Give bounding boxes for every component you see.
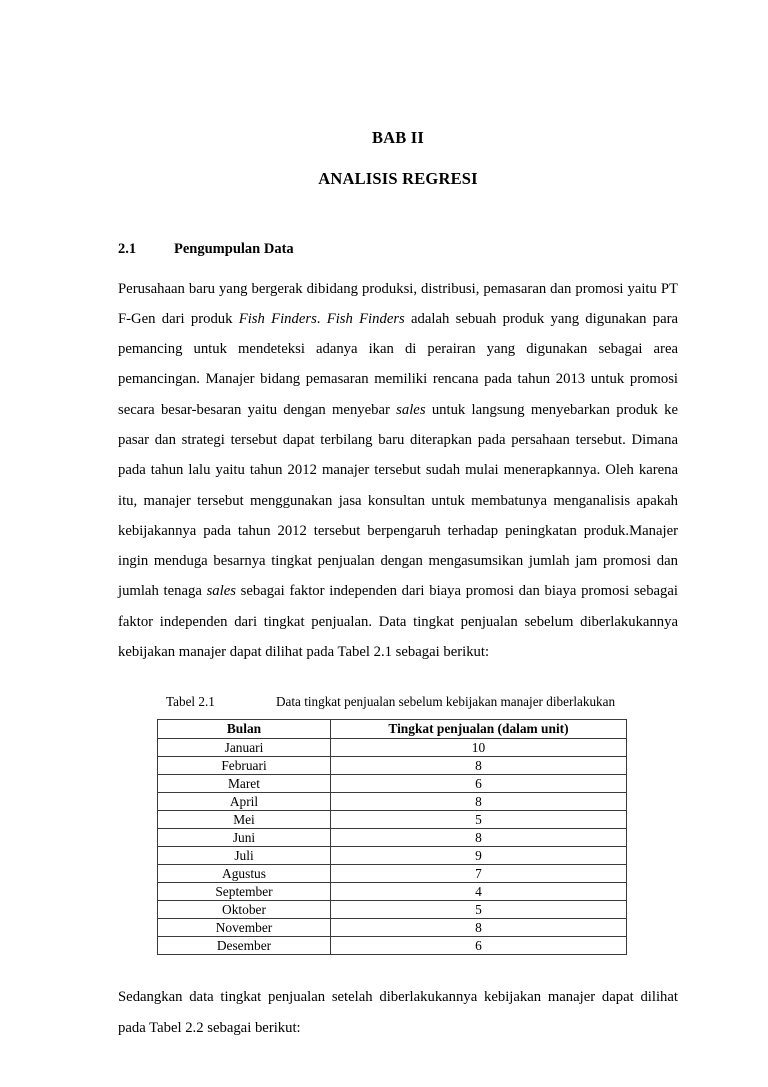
table-caption [118,667,678,710]
section-number: 2.1 [118,240,137,257]
table-row [158,919,627,937]
sales-italic-2: sales [206,583,236,600]
table-row [158,937,627,955]
page-content [118,0,678,1043]
section-heading [118,189,678,258]
table-row [158,883,627,901]
cell-value: 7 [331,865,627,883]
table-header-penjualan: Tingkat penjualan (dalam unit) [331,720,627,739]
cell-month: Juni [158,829,331,847]
table-row [158,829,627,847]
cell-value: 9 [331,847,627,865]
data-table-container [118,710,678,955]
cell-month: September [158,883,331,901]
sales-data-table [157,719,627,955]
table-row [158,793,627,811]
cell-month: Februari [158,757,331,775]
cell-value: 5 [331,811,627,829]
cell-month: November [158,919,331,937]
table-header-row [158,720,627,739]
paragraph-intro [118,258,678,668]
table-caption-text: Data tingkat penjualan sebelum kebijakan manajer diberlakukan [276,694,616,710]
table-row [158,847,627,865]
cell-month: Desember [158,937,331,955]
cell-month: Oktober [158,901,331,919]
cell-value: 8 [331,793,627,811]
cell-month: April [158,793,331,811]
paragraph-intro-part1: Perusahaan baru yang bergerak dibidang produksi, distribusi, pemasaran dan promosi yaitu PT F-Gen dari produk [118,280,678,327]
cell-value: 8 [331,919,627,937]
cell-value: 8 [331,829,627,847]
table-header-bulan: Bulan [158,720,331,739]
cell-value: 8 [331,757,627,775]
product-name-italic-1: Fish Finders [238,310,317,327]
paragraph-intro-part2: . [316,310,327,327]
table-row [158,775,627,793]
section-label: Pengumpulan Data [174,240,294,257]
table-body [158,739,627,955]
table-row [158,865,627,883]
cell-value: 6 [331,937,627,955]
cell-month: Januari [158,739,331,757]
chapter-title: BAB II [371,128,425,147]
cell-month: Juli [158,847,331,865]
sales-italic-1: sales [396,401,426,418]
paragraph-intro-part4: untuk langsung menyebarkan produk ke pasar dan strategi tersebut dapat terbilang baru diterapkan pada persahaan tersebut. Dimana pada tahun lalu yaitu tahun 2012 manajer tersebut sudah mulai menerapkannya. Oleh karena itu, manajer tersebut menggunakan jasa konsultan untuk membatunya menganalisis apakah kebijakannya pada tahun 2012 tersebut berpengaruh terhadap peningkatan produk.Manajer ingin menduga besarnya tingkat penjualan dengan mengasumsikan jumlah jam promosi dan jumlah tenaga [118,401,678,600]
cell-value: 10 [331,739,627,757]
cell-month: Agustus [158,865,331,883]
paragraph-intro-part5: sebagai faktor independen dari biaya promosi dan biaya promosi sebagai faktor independen dari tingkat penjualan. Data tingkat penjualan sebelum diberlakukannya kebijakan manajer dapat dilihat pada Tabel 2.1 sebagai berikut: [118,583,678,660]
cell-value: 5 [331,901,627,919]
product-name-italic-2: Fish Finders [326,310,405,327]
paragraph-closing: Sedangkan data tingkat penjualan setelah diberlakukannya kebijakan manajer dapat dilihat pada Tabel 2.2 sebagai berikut: [118,989,678,1036]
cell-value: 6 [331,775,627,793]
table-row [158,811,627,829]
cell-value: 4 [331,883,627,901]
table-row [158,757,627,775]
table-caption-label: Tabel 2.1 [166,694,215,710]
table-row [158,901,627,919]
table-row [158,739,627,757]
cell-month: Maret [158,775,331,793]
paragraph-intro-part3: adalah sebuah produk yang digunakan para pemancing untuk mendeteksi adanya ikan di perairan yang digunakan sebagai area pemancingan. Manajer bidang pemasaran memiliki rencana pada tahun 2013 untuk promosi secara besar-besaran yaitu dengan menyebar [118,310,678,418]
cell-month: Mei [158,811,331,829]
chapter-subtitle: ANALISIS REGRESI [318,168,478,188]
